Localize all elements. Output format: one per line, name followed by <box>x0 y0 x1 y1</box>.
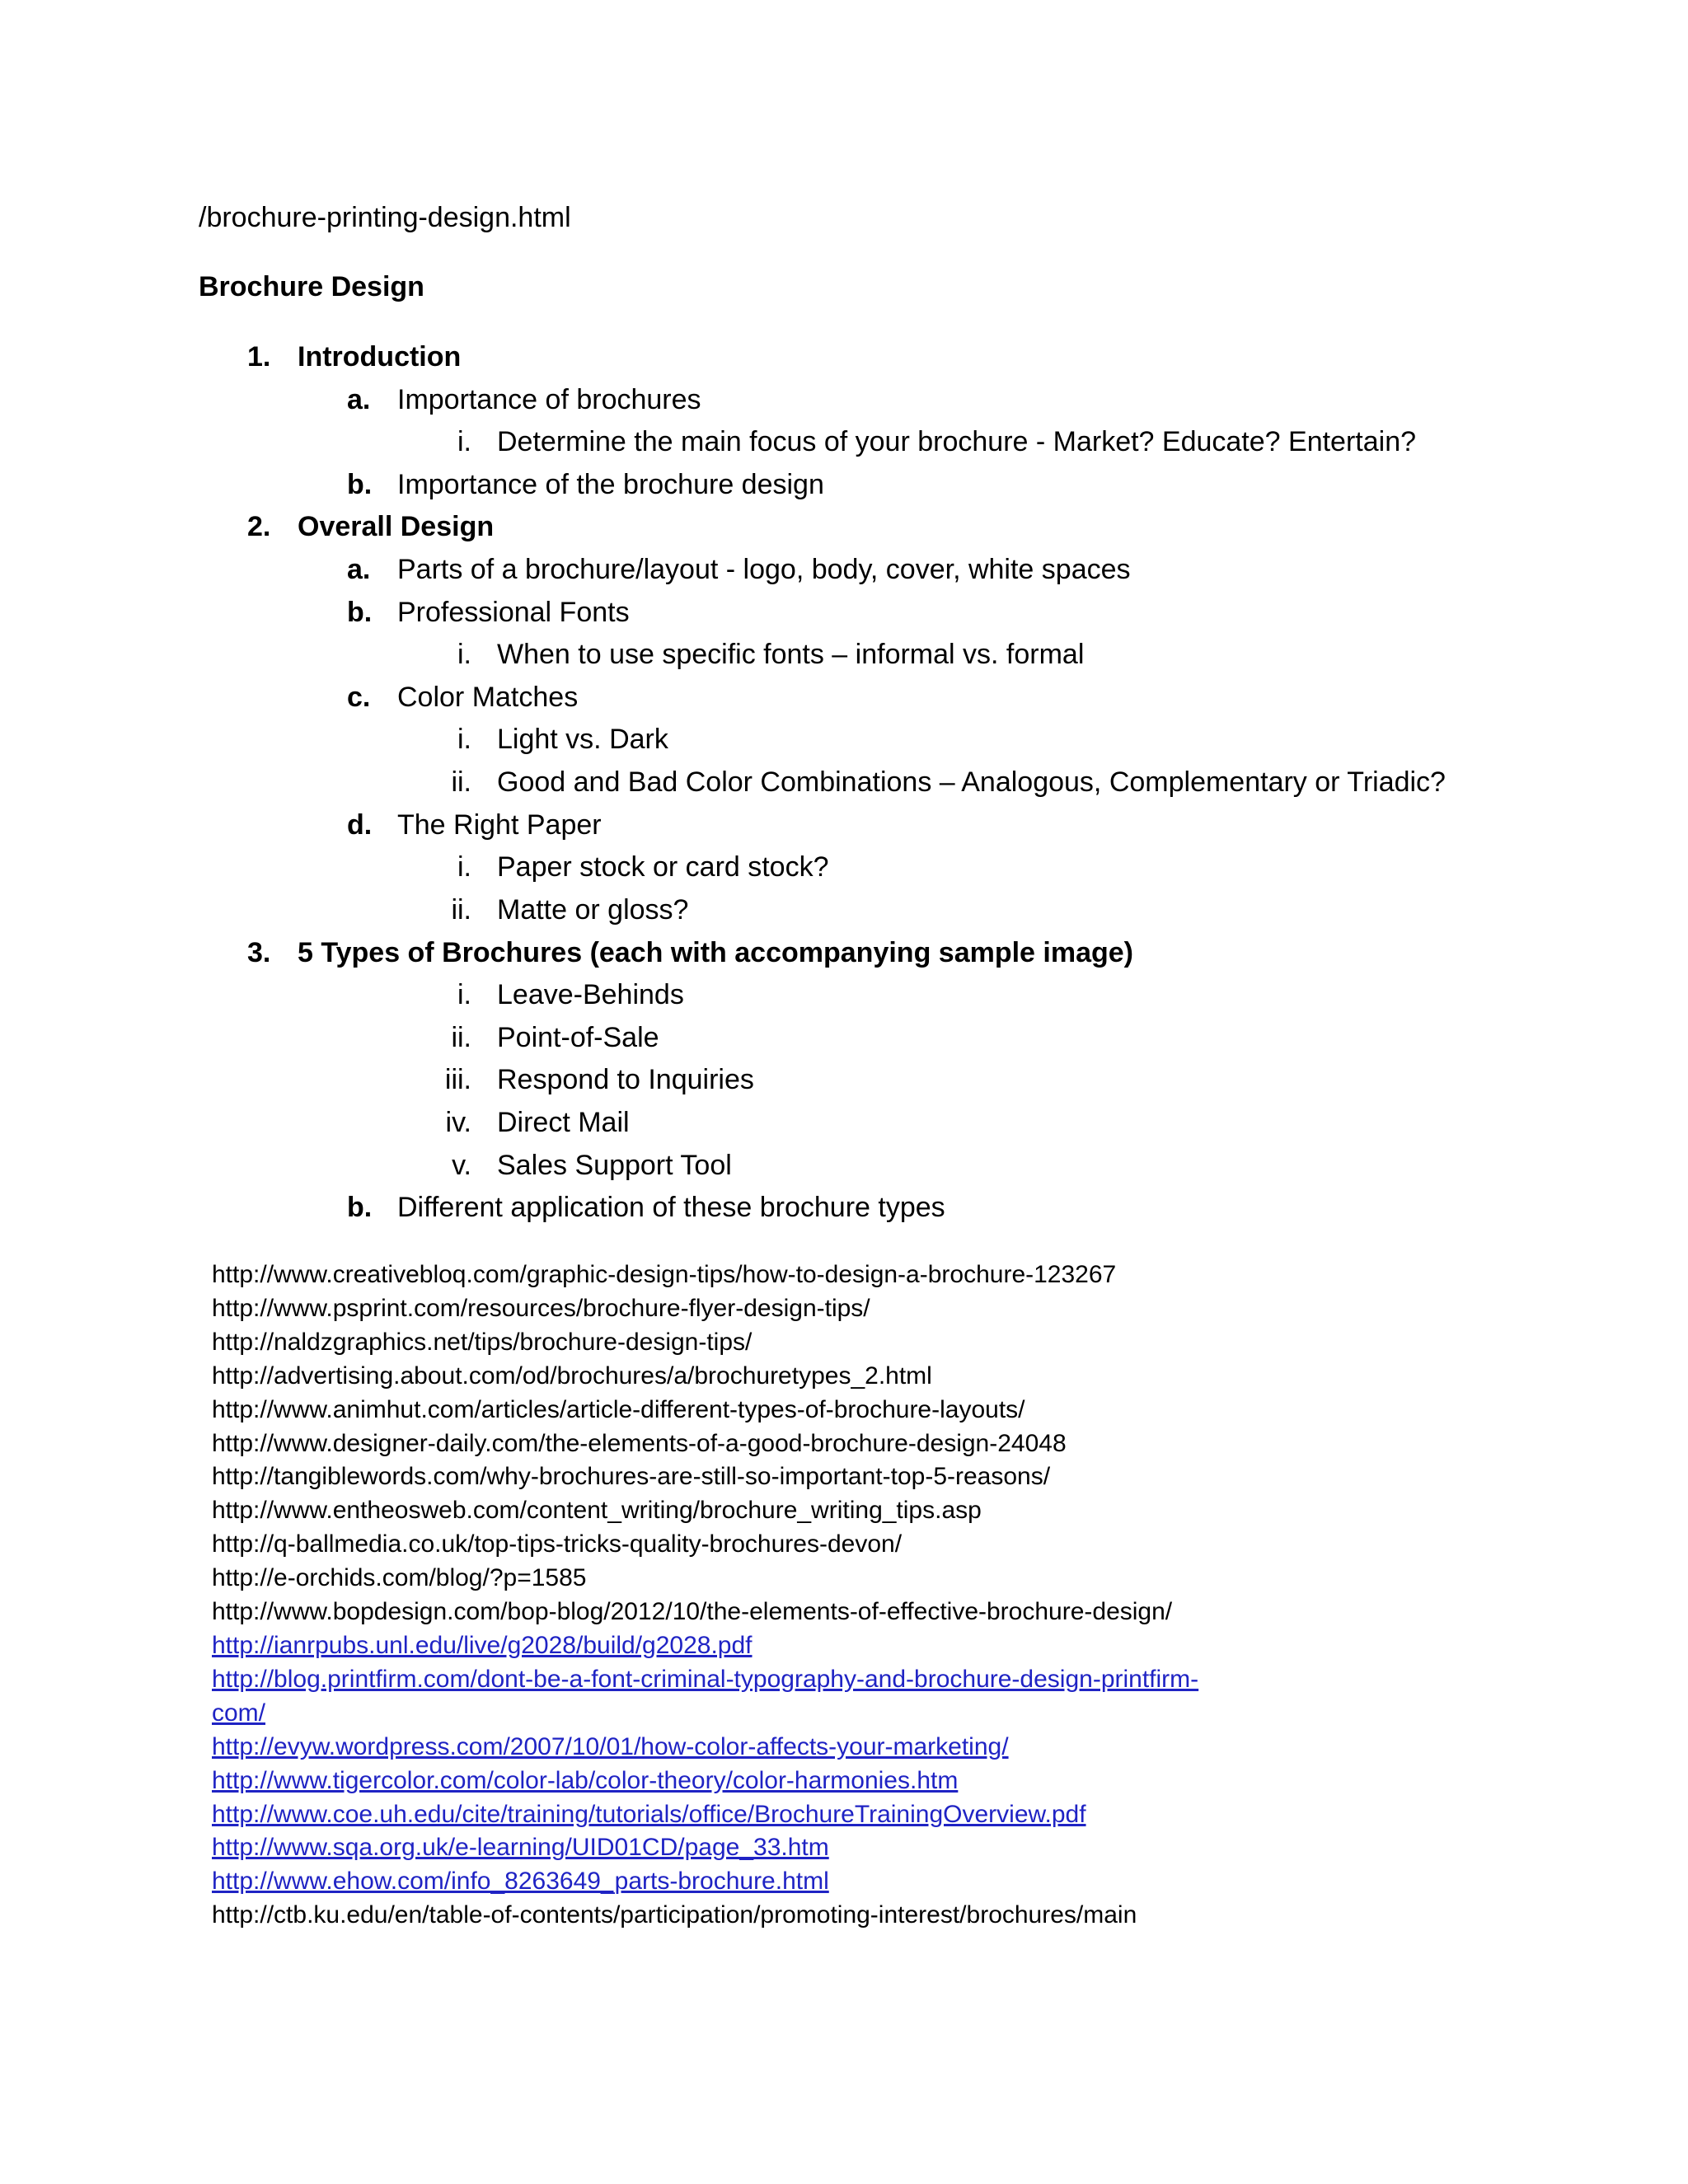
section-2-number: 2. <box>247 511 271 542</box>
item-1b-text: Importance of the brochure design <box>397 469 824 500</box>
reference-url: http://www.psprint.com/resources/brochure-flyer-design-tips/ <box>212 1294 870 1322</box>
item-2a-text: Parts of a brochure/layout - logo, body, cover, white spaces <box>397 554 1131 585</box>
item-2c-ii-text: Good and Bad Color Combinations – Analogous, Complementary or Triadic? <box>497 766 1446 798</box>
item-3-iv-numeral: iv. <box>445 1107 471 1138</box>
item-3-iii-numeral: iii. <box>444 1064 471 1095</box>
item-3-v-numeral: v. <box>452 1150 471 1181</box>
reference-url: http://advertising.about.com/od/brochures/a/brochuretypes_2.html <box>212 1361 932 1390</box>
item-1a-text: Importance of brochures <box>397 384 701 415</box>
item-2c-text: Color Matches <box>397 682 579 713</box>
item-3-ii-text: Point-of-Sale <box>497 1022 659 1053</box>
section-3-heading: 5 Types of Brochures (each with accompanying sample image) <box>298 937 1133 968</box>
item-1a-i-text: Determine the main focus of your brochure - Market? Educate? Entertain? <box>497 426 1417 457</box>
section-1-number: 1. <box>247 341 271 373</box>
item-3-ii-numeral: ii. <box>451 1022 471 1053</box>
reference-url: http://e-orchids.com/blog/?p=1585 <box>212 1564 587 1592</box>
page-path: /brochure-printing-design.html <box>199 202 571 233</box>
reference-url: http://www.bopdesign.com/bop-blog/2012/10/the-elements-of-effective-brochure-design/ <box>212 1598 1173 1626</box>
item-2b-i-text: When to use specific fonts – informal vs. formal <box>497 639 1085 670</box>
item-2b-letter: b. <box>347 597 373 628</box>
item-2c-ii-numeral: ii. <box>451 766 471 798</box>
reference-link-list <box>212 1258 1198 1933</box>
item-1a-i-numeral: i. <box>457 426 471 457</box>
reference-url: http://naldzgraphics.net/tips/brochure-design-tips/ <box>212 1328 753 1356</box>
item-3b-letter: b. <box>347 1192 373 1223</box>
reference-hyperlink[interactable]: http://blog.printfirm.com/dont-be-a-font-criminal-typography-and-brochure-design-printfirm- <box>212 1665 1199 1693</box>
item-3b-text: Different application of these brochure types <box>397 1192 945 1223</box>
reference-hyperlink[interactable]: http://evyw.wordpress.com/2007/10/01/how-color-affects-your-marketing/ <box>212 1732 1009 1760</box>
item-3-v-text: Sales Support Tool <box>497 1150 732 1181</box>
item-2d-i-text: Paper stock or card stock? <box>497 851 829 883</box>
reference-hyperlink[interactable]: http://www.tigercolor.com/color-lab/color-theory/color-harmonies.htm <box>212 1766 959 1794</box>
item-2d-letter: d. <box>347 809 373 841</box>
reference-url: http://www.entheosweb.com/content_writing/brochure_writing_tips.asp <box>212 1497 982 1525</box>
item-3-iii-text: Respond to Inquiries <box>497 1064 754 1095</box>
reference-url: http://www.animhut.com/articles/article-different-types-of-brochure-layouts/ <box>212 1395 1025 1423</box>
section-2-heading: Overall Design <box>298 511 495 542</box>
reference-hyperlink[interactable]: http://www.sqa.org.uk/e-learning/UID01CD/page_33.htm <box>212 1834 829 1862</box>
section-1-heading: Introduction <box>298 341 462 373</box>
section-3-number: 3. <box>247 937 271 968</box>
reference-hyperlink-continuation[interactable]: com/ <box>212 1699 266 1727</box>
item-2b-text: Professional Fonts <box>397 597 630 628</box>
document-title: Brochure Design <box>199 271 424 302</box>
item-2d-i-numeral: i. <box>457 851 471 883</box>
item-2d-text: The Right Paper <box>397 809 602 841</box>
item-3-i-text: Leave-Behinds <box>497 979 684 1010</box>
item-1a-letter: a. <box>347 384 371 415</box>
item-2d-ii-numeral: ii. <box>451 894 471 926</box>
reference-url: http://www.designer-daily.com/the-elements-of-a-good-brochure-design-24048 <box>212 1429 1067 1457</box>
reference-url: http://q-ballmedia.co.uk/top-tips-tricks-quality-brochures-devon/ <box>212 1530 903 1558</box>
item-1b-letter: b. <box>347 469 373 500</box>
reference-url: http://www.creativebloq.com/graphic-design-tips/how-to-design-a-brochure-123267 <box>212 1261 1117 1288</box>
reference-hyperlink[interactable]: http://www.ehow.com/info_8263649_parts-brochure.html <box>212 1868 829 1896</box>
item-2c-letter: c. <box>347 682 371 713</box>
item-2a-letter: a. <box>347 554 371 585</box>
item-2d-ii-text: Matte or gloss? <box>497 894 689 926</box>
item-3-i-numeral: i. <box>457 979 471 1010</box>
item-2b-i-numeral: i. <box>457 639 471 670</box>
reference-hyperlink[interactable]: http://www.coe.uh.edu/cite/training/tutorials/office/BrochureTrainingOverview.pdf <box>212 1800 1086 1828</box>
reference-url: http://ctb.ku.edu/en/table-of-contents/participation/promoting-interest/brochures/main <box>212 1901 1137 1929</box>
reference-url: http://tangiblewords.com/why-brochures-are-still-so-important-top-5-reasons/ <box>212 1463 1051 1491</box>
item-2c-i-text: Light vs. Dark <box>497 724 668 755</box>
reference-hyperlink[interactable]: http://ianrpubs.unl.edu/live/g2028/build/g2028.pdf <box>212 1631 753 1659</box>
item-2c-i-numeral: i. <box>457 724 471 755</box>
item-3-iv-text: Direct Mail <box>497 1107 630 1138</box>
